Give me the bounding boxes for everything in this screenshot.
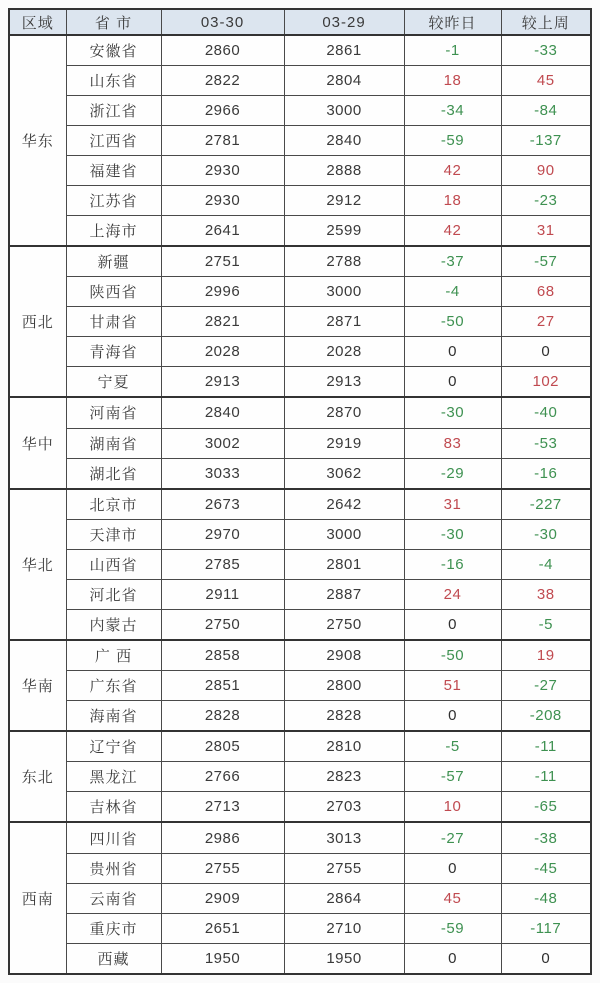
price-0329-cell: 2864 [284, 883, 404, 913]
table-row [9, 640, 591, 671]
table-row [9, 428, 591, 458]
change-vs-lastweek-cell: -16 [501, 458, 591, 489]
price-0329-cell: 2871 [284, 307, 404, 337]
change-vs-yesterday-cell: 0 [404, 367, 501, 398]
price-0329-cell: 2800 [284, 671, 404, 701]
region-cell: 华中 [9, 397, 66, 488]
change-vs-lastweek-cell: -45 [501, 853, 591, 883]
table-row [9, 913, 591, 943]
price-0329-cell: 2828 [284, 701, 404, 732]
price-0330-cell: 2858 [161, 640, 284, 671]
price-0329-cell: 2840 [284, 126, 404, 156]
change-vs-lastweek-cell: -23 [501, 186, 591, 216]
change-vs-lastweek-cell: -40 [501, 397, 591, 428]
change-vs-yesterday-cell: -1 [404, 35, 501, 66]
table-row [9, 216, 591, 247]
change-vs-lastweek-cell: 19 [501, 640, 591, 671]
region-cell: 西南 [9, 822, 66, 974]
table-row [9, 458, 591, 489]
price-0330-cell: 2651 [161, 913, 284, 943]
change-vs-yesterday-cell: -5 [404, 731, 501, 762]
regional-price-table [8, 8, 592, 975]
price-0329-cell: 2710 [284, 913, 404, 943]
change-vs-lastweek-cell: -5 [501, 609, 591, 640]
price-0330-cell: 2785 [161, 549, 284, 579]
table-row [9, 307, 591, 337]
price-0329-cell: 2870 [284, 397, 404, 428]
price-0330-cell: 2822 [161, 66, 284, 96]
change-vs-yesterday-cell: -30 [404, 519, 501, 549]
header-date-0330: 03-30 [161, 9, 284, 35]
price-0330-cell: 2828 [161, 701, 284, 732]
province-cell: 宁夏 [66, 367, 161, 398]
change-vs-lastweek-cell: 68 [501, 277, 591, 307]
price-0330-cell: 2713 [161, 792, 284, 823]
province-cell: 天津市 [66, 519, 161, 549]
change-vs-lastweek-cell: 102 [501, 367, 591, 398]
price-0329-cell: 2823 [284, 762, 404, 792]
price-0329-cell: 2913 [284, 367, 404, 398]
province-cell: 陕西省 [66, 277, 161, 307]
price-0329-cell: 2028 [284, 337, 404, 367]
price-0329-cell: 3062 [284, 458, 404, 489]
province-cell: 河北省 [66, 579, 161, 609]
change-vs-yesterday-cell: 0 [404, 609, 501, 640]
province-cell: 辽宁省 [66, 731, 161, 762]
province-cell: 内蒙古 [66, 609, 161, 640]
price-0329-cell: 2750 [284, 609, 404, 640]
table-row [9, 186, 591, 216]
province-cell: 福建省 [66, 156, 161, 186]
price-0330-cell: 2673 [161, 489, 284, 520]
price-0329-cell: 2788 [284, 246, 404, 277]
price-0330-cell: 2840 [161, 397, 284, 428]
province-cell: 安徽省 [66, 35, 161, 66]
price-0330-cell: 2766 [161, 762, 284, 792]
price-0329-cell: 2919 [284, 428, 404, 458]
change-vs-yesterday-cell: 45 [404, 883, 501, 913]
price-0329-cell: 2599 [284, 216, 404, 247]
change-vs-lastweek-cell: 31 [501, 216, 591, 247]
price-0330-cell: 3002 [161, 428, 284, 458]
header-province: 省 市 [66, 9, 161, 35]
price-0330-cell: 2751 [161, 246, 284, 277]
province-cell: 河南省 [66, 397, 161, 428]
province-cell: 浙江省 [66, 96, 161, 126]
table-row [9, 66, 591, 96]
change-vs-lastweek-cell: -137 [501, 126, 591, 156]
table-row [9, 883, 591, 913]
price-0329-cell: 3000 [284, 519, 404, 549]
price-0330-cell: 2860 [161, 35, 284, 66]
price-0329-cell: 2861 [284, 35, 404, 66]
province-cell: 吉林省 [66, 792, 161, 823]
table-row [9, 126, 591, 156]
price-0329-cell: 2810 [284, 731, 404, 762]
change-vs-lastweek-cell: 0 [501, 337, 591, 367]
change-vs-yesterday-cell: -27 [404, 822, 501, 853]
province-cell: 山东省 [66, 66, 161, 96]
change-vs-yesterday-cell: 0 [404, 943, 501, 974]
change-vs-yesterday-cell: 0 [404, 701, 501, 732]
change-vs-yesterday-cell: -34 [404, 96, 501, 126]
change-vs-yesterday-cell: -57 [404, 762, 501, 792]
province-cell: 贵州省 [66, 853, 161, 883]
change-vs-lastweek-cell: -48 [501, 883, 591, 913]
price-0329-cell: 1950 [284, 943, 404, 974]
price-0329-cell: 2755 [284, 853, 404, 883]
province-cell: 海南省 [66, 701, 161, 732]
price-0330-cell: 2805 [161, 731, 284, 762]
change-vs-lastweek-cell: -65 [501, 792, 591, 823]
price-0330-cell: 2930 [161, 156, 284, 186]
table-row [9, 277, 591, 307]
header-date-0329: 03-29 [284, 9, 404, 35]
change-vs-yesterday-cell: -50 [404, 640, 501, 671]
region-cell: 东北 [9, 731, 66, 822]
change-vs-lastweek-cell: 0 [501, 943, 591, 974]
price-0330-cell: 2028 [161, 337, 284, 367]
change-vs-lastweek-cell: -208 [501, 701, 591, 732]
table-row [9, 943, 591, 974]
table-row [9, 337, 591, 367]
table-row [9, 731, 591, 762]
price-0329-cell: 2908 [284, 640, 404, 671]
header-vs-lastweek: 较上周 [501, 9, 591, 35]
change-vs-yesterday-cell: -59 [404, 913, 501, 943]
change-vs-lastweek-cell: -84 [501, 96, 591, 126]
province-cell: 上海市 [66, 216, 161, 247]
price-0329-cell: 2703 [284, 792, 404, 823]
change-vs-yesterday-cell: -37 [404, 246, 501, 277]
price-0330-cell: 2821 [161, 307, 284, 337]
region-cell: 华东 [9, 35, 66, 246]
price-0330-cell: 2781 [161, 126, 284, 156]
price-0330-cell: 2851 [161, 671, 284, 701]
change-vs-lastweek-cell: -30 [501, 519, 591, 549]
table-row [9, 549, 591, 579]
price-0330-cell: 1950 [161, 943, 284, 974]
change-vs-yesterday-cell: 10 [404, 792, 501, 823]
change-vs-yesterday-cell: -16 [404, 549, 501, 579]
price-0330-cell: 2755 [161, 853, 284, 883]
change-vs-lastweek-cell: -4 [501, 549, 591, 579]
region-cell: 华北 [9, 489, 66, 640]
price-0330-cell: 3033 [161, 458, 284, 489]
table-row [9, 853, 591, 883]
change-vs-lastweek-cell: -11 [501, 731, 591, 762]
price-0329-cell: 3013 [284, 822, 404, 853]
change-vs-yesterday-cell: -29 [404, 458, 501, 489]
table-row [9, 609, 591, 640]
price-0329-cell: 3000 [284, 277, 404, 307]
change-vs-yesterday-cell: 51 [404, 671, 501, 701]
province-cell: 山西省 [66, 549, 161, 579]
price-0330-cell: 2970 [161, 519, 284, 549]
price-0330-cell: 2986 [161, 822, 284, 853]
change-vs-yesterday-cell: -4 [404, 277, 501, 307]
province-cell: 黑龙江 [66, 762, 161, 792]
price-0329-cell: 2887 [284, 579, 404, 609]
province-cell: 西藏 [66, 943, 161, 974]
province-cell: 甘肃省 [66, 307, 161, 337]
province-cell: 新疆 [66, 246, 161, 277]
change-vs-yesterday-cell: 31 [404, 489, 501, 520]
change-vs-yesterday-cell: -50 [404, 307, 501, 337]
table-row [9, 701, 591, 732]
price-0330-cell: 2996 [161, 277, 284, 307]
change-vs-yesterday-cell: 24 [404, 579, 501, 609]
province-cell: 重庆市 [66, 913, 161, 943]
change-vs-lastweek-cell: -57 [501, 246, 591, 277]
province-cell: 江苏省 [66, 186, 161, 216]
table-row [9, 35, 591, 66]
price-0330-cell: 2913 [161, 367, 284, 398]
price-0329-cell: 2801 [284, 549, 404, 579]
change-vs-lastweek-cell: -27 [501, 671, 591, 701]
price-0330-cell: 2750 [161, 609, 284, 640]
change-vs-lastweek-cell: -117 [501, 913, 591, 943]
table-row [9, 671, 591, 701]
change-vs-lastweek-cell: -33 [501, 35, 591, 66]
province-cell: 四川省 [66, 822, 161, 853]
table-row [9, 367, 591, 398]
price-0329-cell: 3000 [284, 96, 404, 126]
change-vs-lastweek-cell: -38 [501, 822, 591, 853]
province-cell: 北京市 [66, 489, 161, 520]
change-vs-yesterday-cell: 0 [404, 853, 501, 883]
province-cell: 青海省 [66, 337, 161, 367]
price-0330-cell: 2911 [161, 579, 284, 609]
province-cell: 湖北省 [66, 458, 161, 489]
table-row [9, 96, 591, 126]
province-cell: 广 西 [66, 640, 161, 671]
region-cell: 西北 [9, 246, 66, 397]
province-cell: 江西省 [66, 126, 161, 156]
change-vs-lastweek-cell: 45 [501, 66, 591, 96]
price-0329-cell: 2912 [284, 186, 404, 216]
region-cell: 华南 [9, 640, 66, 731]
change-vs-yesterday-cell: 42 [404, 156, 501, 186]
price-0330-cell: 2909 [161, 883, 284, 913]
province-cell: 云南省 [66, 883, 161, 913]
change-vs-lastweek-cell: -227 [501, 489, 591, 520]
header-row [9, 9, 591, 35]
price-0330-cell: 2930 [161, 186, 284, 216]
table-row [9, 246, 591, 277]
price-0329-cell: 2804 [284, 66, 404, 96]
table-row [9, 762, 591, 792]
change-vs-yesterday-cell: 83 [404, 428, 501, 458]
change-vs-lastweek-cell: 38 [501, 579, 591, 609]
change-vs-yesterday-cell: -30 [404, 397, 501, 428]
table-body [9, 35, 591, 974]
change-vs-yesterday-cell: 42 [404, 216, 501, 247]
header-vs-yesterday: 较昨日 [404, 9, 501, 35]
change-vs-lastweek-cell: 27 [501, 307, 591, 337]
header-region: 区域 [9, 9, 66, 35]
price-0330-cell: 2966 [161, 96, 284, 126]
province-cell: 广东省 [66, 671, 161, 701]
table-row [9, 822, 591, 853]
province-cell: 湖南省 [66, 428, 161, 458]
table-row [9, 519, 591, 549]
table-row [9, 579, 591, 609]
change-vs-lastweek-cell: 90 [501, 156, 591, 186]
price-0329-cell: 2888 [284, 156, 404, 186]
table-row [9, 792, 591, 823]
change-vs-lastweek-cell: -11 [501, 762, 591, 792]
change-vs-yesterday-cell: 0 [404, 337, 501, 367]
change-vs-yesterday-cell: -59 [404, 126, 501, 156]
table-row [9, 489, 591, 520]
table-row [9, 156, 591, 186]
table-row [9, 397, 591, 428]
change-vs-yesterday-cell: 18 [404, 66, 501, 96]
price-0330-cell: 2641 [161, 216, 284, 247]
change-vs-yesterday-cell: 18 [404, 186, 501, 216]
price-0329-cell: 2642 [284, 489, 404, 520]
change-vs-lastweek-cell: -53 [501, 428, 591, 458]
